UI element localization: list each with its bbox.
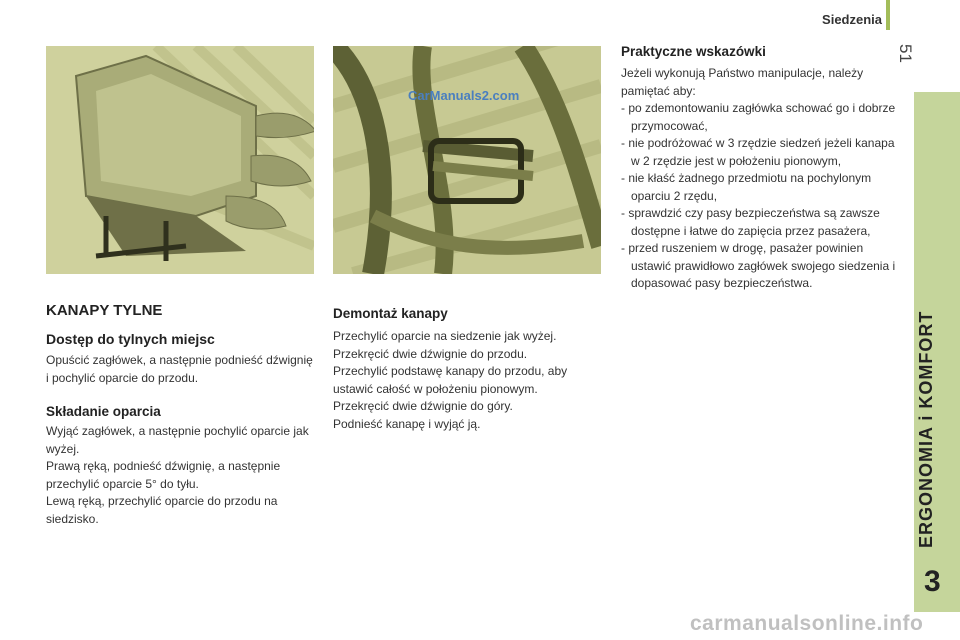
access-heading: Dostęp do tylnych miejsc [46, 331, 215, 347]
tips-heading: Praktyczne wskazówki [621, 44, 766, 59]
seat-removal-drawing [333, 46, 601, 274]
removal-heading: Demontaż kanapy [333, 306, 448, 321]
folding-step: Wyjąć zagłówek, a następnie pochylić oparcie jak wyżej. [46, 424, 309, 456]
column-seat-removal [333, 306, 603, 433]
folding-step: Lewą ręką, przechylić oparcie do przodu na siedzisko. [46, 494, 278, 526]
removal-step: Przechylić podstawę kanapy do przodu, aby ustawić całość w położeniu pionowym. [333, 364, 568, 396]
removal-step: Przekręcić dwie dźwignie do przodu. [333, 346, 528, 361]
access-text: Opuścić zagłówek, a następnie podnieść dźwignię i pochylić oparcie do przodu. [46, 353, 313, 385]
section-title: KANAPY TYLNE [46, 302, 163, 319]
tips-list [621, 100, 899, 293]
column-rear-seats [46, 302, 318, 528]
section-label: Siedzenia [822, 12, 882, 27]
removal-step: Przechylić oparcie na siedzenie jak wyżej. [333, 329, 557, 343]
list-item: - nie kłaść żadnego przedmiotu na pochylonym oparciu 2 rzędu, [621, 171, 872, 203]
removal-step: Podnieść kanapę i wyjąć ją. [333, 416, 481, 431]
column-practical-tips [621, 44, 899, 293]
watermark-top: CarManuals2.com [408, 88, 520, 103]
seat-illustration-removal [333, 46, 601, 274]
seat-folding-drawing [46, 46, 314, 274]
list-item: - po zdemontowaniu zagłówka schować go i dobrze przymocować, [621, 101, 896, 133]
seat-illustration-folding [46, 46, 314, 274]
list-item: - przed ruszeniem w drogę, pasażer powinien ustawić prawidłowo zagłówek swojego siedzenia i dopasować pasy bezpieczeństwa. [621, 241, 896, 290]
page-number: 51 [896, 44, 915, 63]
header-accent-bar [886, 0, 890, 30]
chapter-title: ERGONOMIA i KOMFORT [916, 310, 936, 548]
folding-heading: Składanie oparcia [46, 404, 161, 419]
folding-step: Prawą ręką, podnieść dźwignię, a następnie przechylić oparcie 5° do tyłu. [46, 459, 281, 491]
list-item: - nie podróżować w 3 rzędzie siedzeń jeżeli kanapa w 2 rzędzie jest w położeniu pionowym, [621, 136, 895, 168]
chapter-number: 3 [924, 565, 941, 598]
watermark-bottom: carmanualsonline.info [690, 612, 924, 635]
list-item: - sprawdzić czy pasy bezpieczeństwa są zawsze dostępne i łatwe do zapięcia przez pasażera, [621, 206, 880, 238]
removal-step: Przekręcić dwie dźwignie do góry. [333, 399, 513, 413]
tips-intro: Jeżeli wykonują Państwo manipulacje, należy pamiętać aby: [621, 66, 864, 98]
